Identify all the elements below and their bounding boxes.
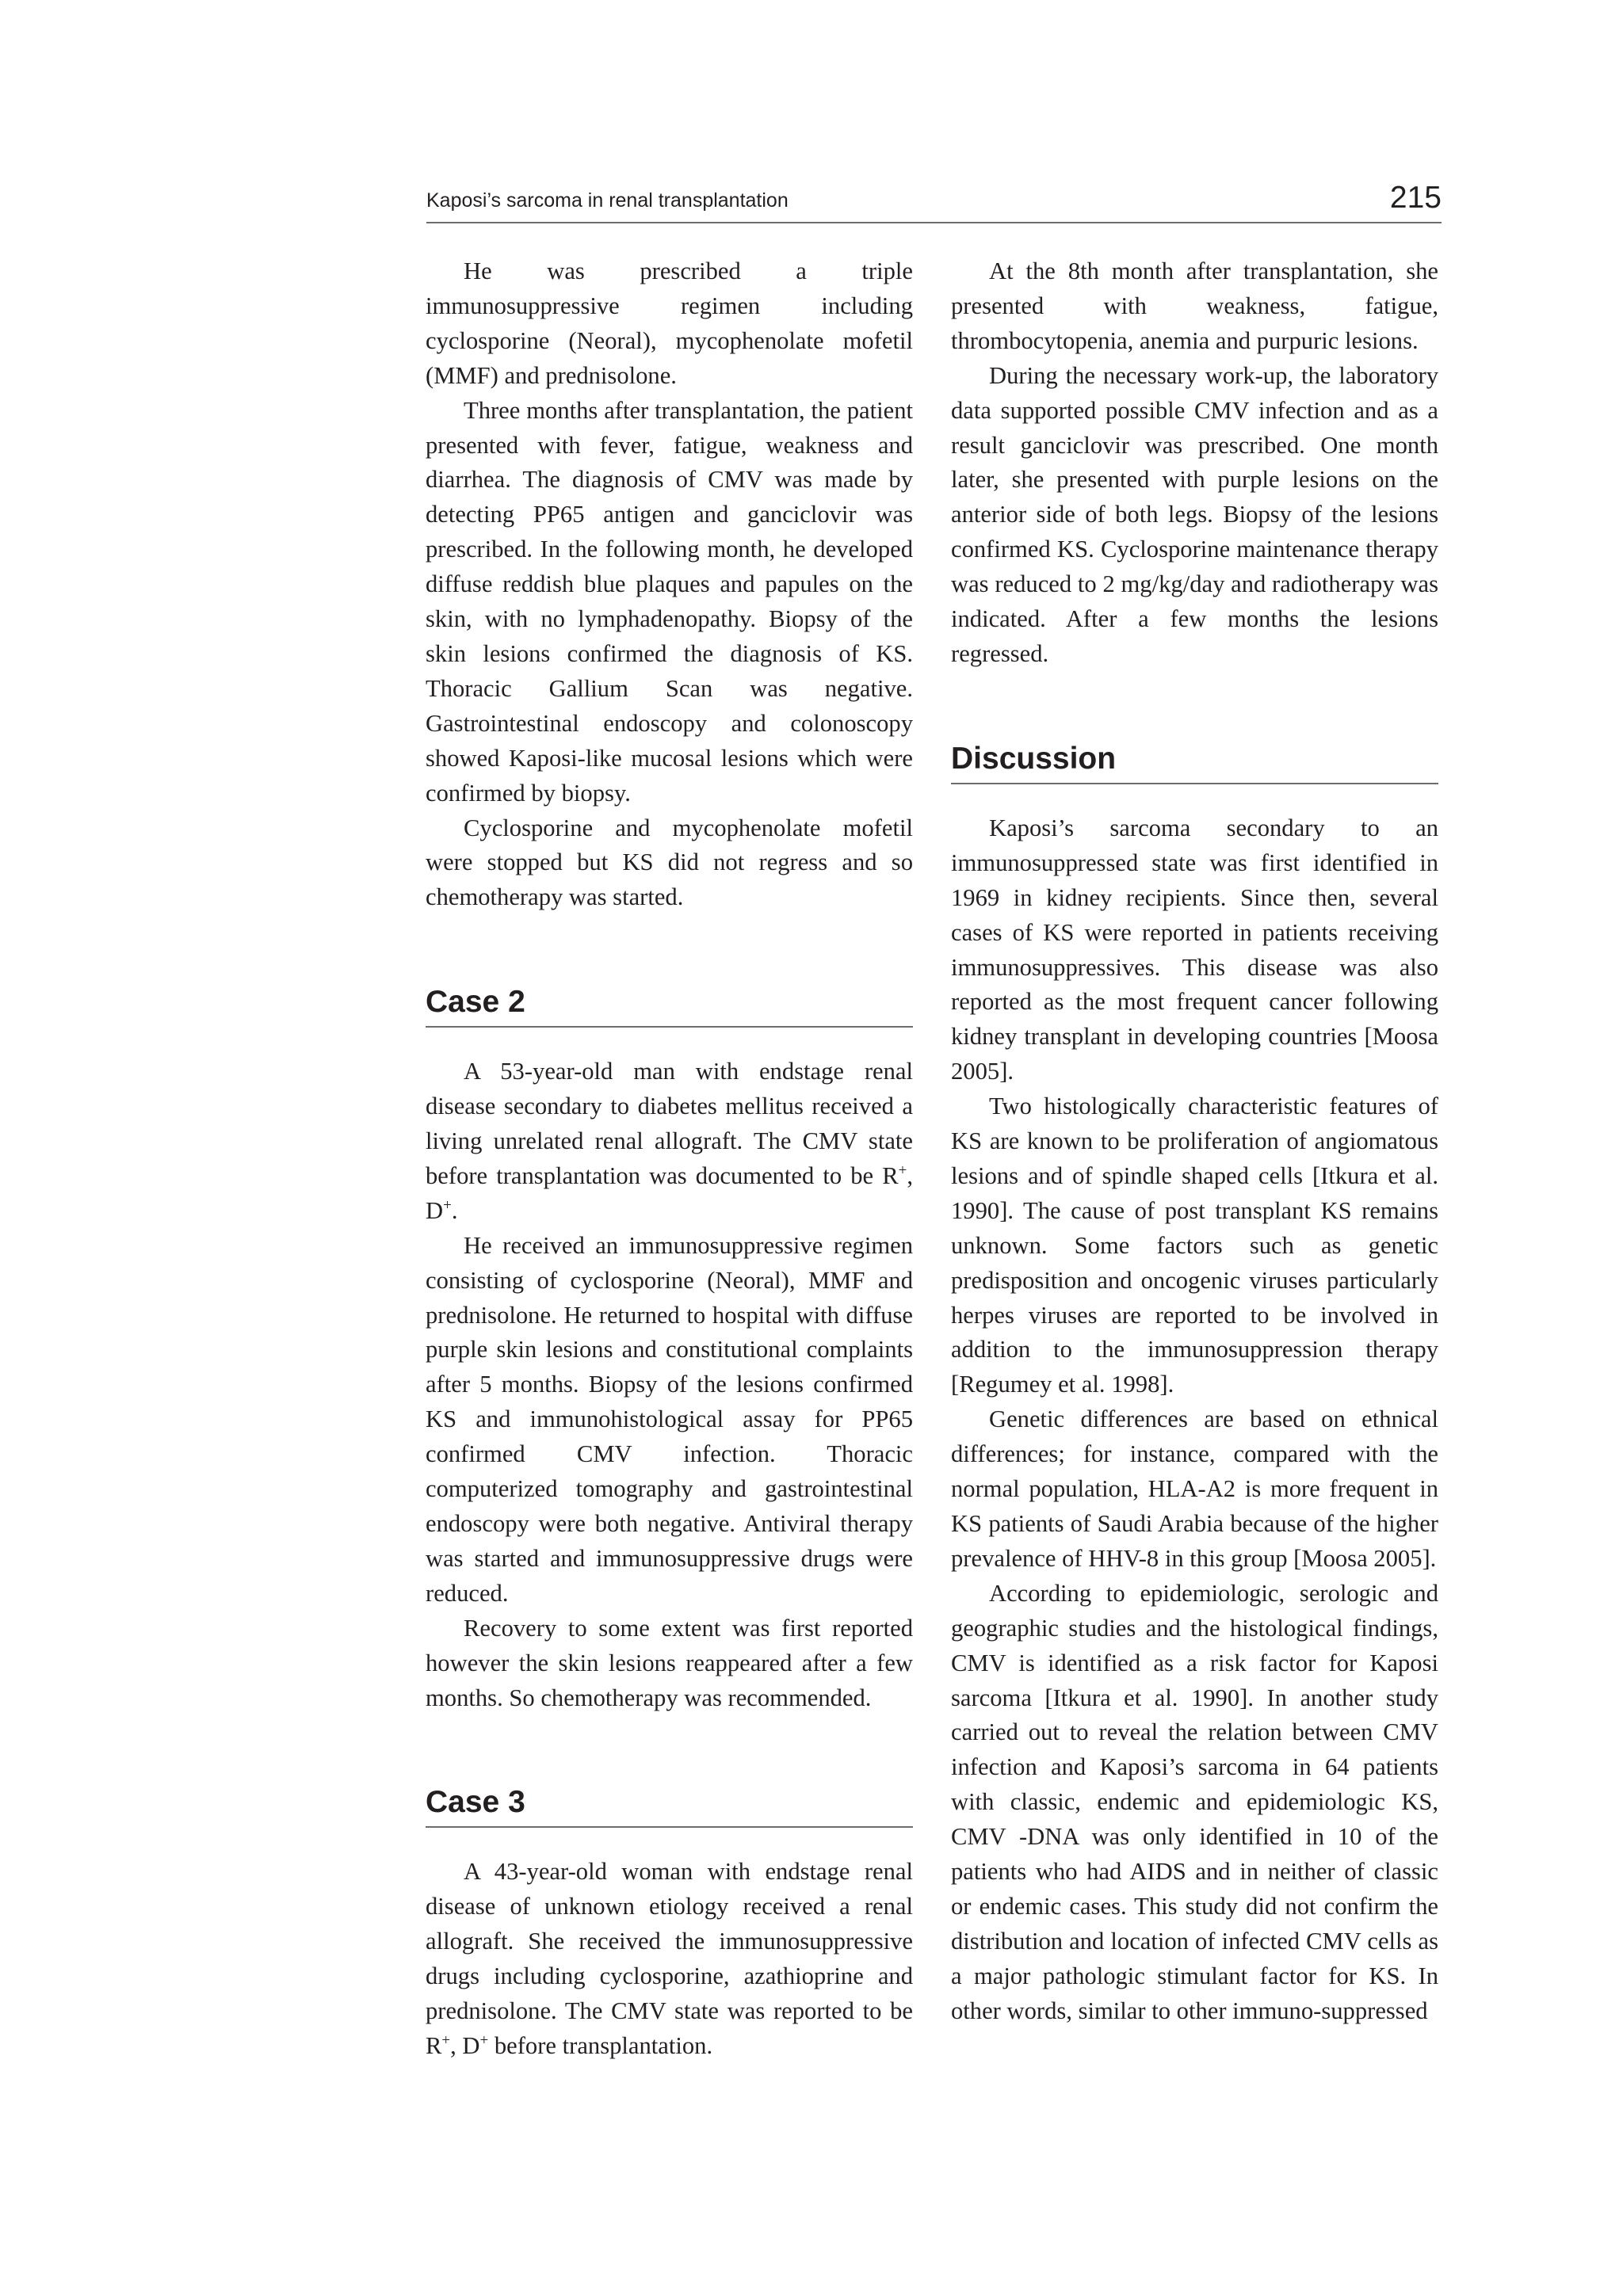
discussion-paragraph-1: Kaposi’s sarcoma secondary to an immunosuppressed state was first identified in 1969 in kidney recipients. Since then, several cases of KS were reported in patients receiving immunosuppressives. This disease was also reported as the most frequent cancer following kidney transplant in developing countries [Moosa 2005].: [951, 814, 1438, 1085]
case1-paragraph-2: Three months after transplantation, the patient presented with fever, fatigue, weakness and diarrhea. The diagnosis of CMV was made by detecting PP65 antigen and ganciclovir was prescribed. In the following month, he developed diffuse reddish blue plaques and papules on the skin, with no lymphadenopathy. Biopsy of the skin lesions confirmed the diagnosis of KS. Thoracic Gallium Scan was negative. Gastrointestinal endoscopy and colonoscopy showed Kaposi-like mucosal lesions which were confirmed by biopsy.: [426, 396, 913, 807]
right-column: [951, 254, 1438, 2029]
case1-paragraph-1: He was prescribed a triple immunosuppressive regimen including cyclosporine (Neoral), mycophenolate mofetil (MMF) and prednisolone.: [426, 257, 913, 389]
case2-p1-text: A 53-year-old man with endstage renal disease secondary to diabetes mellitus received a living unrelated renal allograft. The CMV state before transplantation was documented to be R: [426, 1058, 913, 1189]
case3-heading: Case 3: [426, 1783, 913, 1828]
case2-paragraph-1: [426, 1055, 913, 1229]
superscript-plus: +: [443, 1196, 452, 1214]
case2-p1-mid: , D: [426, 1161, 913, 1224]
case2-heading: Case 2: [426, 983, 913, 1028]
discussion-paragraph-4: According to epidemiologic, serologic and geographic studies and the histological findings, CMV is identified as a risk factor for Kaposi sarcoma [Itkura et al. 1990]. In another study carried out to reveal the relation between CMV infection and Kaposi’s sarcoma in 64 patients with classic, endemic and epidemiologic KS, CMV -DNA was only identified in 10 of the patients who had AIDS and in neither of classic or endemic cases. This study did not confirm the distribution and location of infected CMV cells as a major pathologic stimulant factor for KS. In other words, similar to other immuno-suppressed: [951, 1579, 1438, 2024]
discussion-paragraph-2: Two histologically characteristic features of KS are known to be proliferation of angiomatous lesions and of spindle shaped cells [Itkura et al. 1990]. The cause of post transplant KS remains unknown. Some factors such as genetic predisposition and oncogenic viruses particularly herpes viruses are reported to be involved in addition to the immunosuppression therapy [Regumey et al. 1998].: [951, 1093, 1438, 1398]
case3-paragraph-3: During the necessary work-up, the laboratory data supported possible CMV infection and as a result ganciclovir was prescribed. One month later, she presented with purple lesions on the anterior side of both legs. Biopsy of the lesions confirmed KS. Cyclosporine maintenance therapy was reduced to 2 mg/kg/day and radiotherapy was indicated. After a few months the lesions regressed.: [951, 361, 1438, 667]
running-header: [426, 173, 1442, 223]
case2-paragraph-2: He received an immunosuppressive regimen consisting of cyclosporine (Neoral), MMF and prednisolone. He returned to hospital with diffuse purple skin lesions and constitutional complaints after 5 months. Biopsy of the lesions confirmed KS and immunohistological assay for PP65 confirmed CMV infection. Thoracic computerized tomography and gastrointestinal endoscopy were both negative. Antiviral therapy was started and immunosuppressive drugs were reduced.: [426, 1231, 913, 1607]
case3-p1-end: before transplantation.: [488, 2031, 713, 2059]
left-column: [426, 254, 913, 2064]
page-number: 215: [1389, 181, 1442, 215]
case3-p1-mid: , D: [450, 2031, 480, 2059]
superscript-plus: +: [898, 1161, 907, 1179]
case3-paragraph-1: [426, 1855, 913, 2063]
superscript-plus: +: [441, 2031, 451, 2049]
discussion-heading: Discussion: [951, 740, 1438, 784]
case3-paragraph-2: At the 8th month after transplantation, she presented with weakness, fatigue, thrombocytopenia, anemia and purpuric lesions.: [951, 257, 1438, 354]
running-title: Kaposi’s sarcoma in renal transplantation: [426, 189, 789, 212]
case1-paragraph-3: Cyclosporine and mycophenolate mofetil were stopped but KS did not regress and so chemotherapy was started.: [426, 814, 913, 911]
case2-paragraph-3: Recovery to some extent was first reported however the skin lesions reappeared after a few months. So chemotherapy was recommended.: [426, 1614, 913, 1711]
case2-p1-end: .: [451, 1196, 458, 1224]
case3-p1-text: A 43-year-old woman with endstage renal disease of unknown etiology received a renal allograft. She received the immunosuppressive drugs including cyclosporine, azathioprine and prednisolone. The CMV state was reported to be R: [426, 1858, 913, 2059]
discussion-paragraph-3: Genetic differences are based on ethnical differences; for instance, compared with the normal population, HLA-A2 is more frequent in KS patients of Saudi Arabia because of the higher prevalence of HHV-8 in this group [Moosa 2005].: [951, 1405, 1438, 1572]
superscript-plus: +: [479, 2031, 489, 2049]
